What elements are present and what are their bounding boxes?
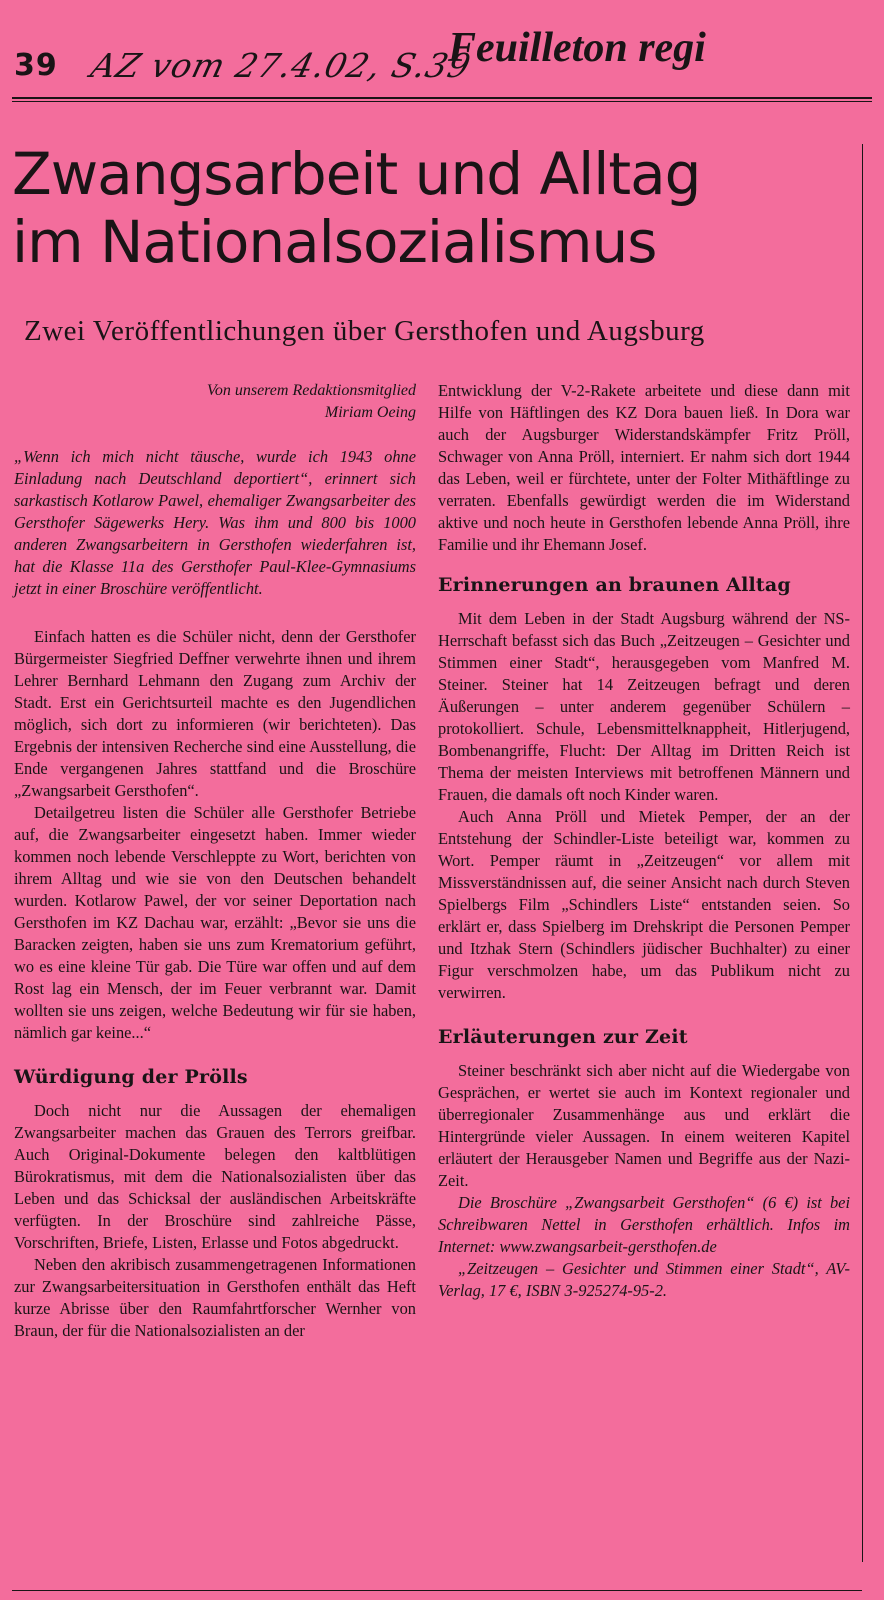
subheading: Erläuterungen zur Zeit bbox=[438, 1026, 688, 1048]
column-edge-rule bbox=[862, 144, 863, 1562]
header-rule bbox=[12, 97, 872, 99]
body-paragraph: Einfach hatten es die Schüler nicht, denn der Gersthofer Bürgermeister Siegfried Deffner verwehrte ihnen und ihrem Lehrer Bernhard Lehmann den Zugang zum Archiv der Stadt. Erst ein Gerichtsurteil machte es den Jugendlichen möglich, sich dort zu informieren (wir berichteten). Das Ergebnis der intensiven Recherche sind eine Ausstellung, die Ende vergangenen Jahres stattfand und die Broschüre „Zwangsarbeit Gersthofen“. bbox=[14, 627, 416, 800]
byline bbox=[14, 380, 416, 424]
body-paragraph: Entwicklung der V-2-Rakete arbeitete und diese dann mit Hilfe von Häftlingen des KZ Dora bauen ließ. In Dora war auch der Augsburger Widerstandskämpfer Fritz Pröll, Schwager von Anna Pröll, interniert. Er nahm sich dort 1944 das Leben, weil er fürchtete, unter der Folter Mithäftlinge zu verraten. Ebenfalls gewürdigt werden die im Widerstand aktive und noch heute in Gersthofen lebende Anna Pröll, ihre Familie und ihr Ehemann Josef. bbox=[438, 381, 850, 554]
article-column-right bbox=[438, 380, 850, 1302]
page-number: 39 bbox=[14, 48, 58, 83]
lead-paragraph: „Wenn ich mich nicht täusche, wurde ich 1943 ohne Einladung nach Deutschland deportiert“, erinnert sich sarkastisch Kotlarow Pawel, ehemaliger Zwangsarbeiter des Gersthofer Sägewerks Hery. Was ihm und 800 bis 1000 anderen Zwangsarbeitern in Gersthofen wiederfahren ist, hat die Klasse 11a des Gersthofer Paul-Klee-Gymnasiums jetzt in einer Broschüre veröffentlicht. bbox=[14, 447, 416, 598]
headline-line-2: im Nationalsozialismus bbox=[12, 208, 657, 276]
article-column-left bbox=[14, 380, 416, 1342]
body-paragraph: Auch Anna Pröll und Mietek Pemper, der an der Entstehung der Schindler-Liste beteiligt war, kommen zu Wort. Pemper räumt in „Zeitzeugen“ vor allem mit Missverständnissen auf, die seiner Ansicht nach durch Steven Spielbergs Film „Schindlers Liste“ entstanden seien. So erklärt er, dass Spielberg im Drehskript die Personen Pemper und Itzhak Stern (Schindlers jüdischer Buchhalter) zu einer Figur verschmolzen habe, um das Publikum nicht zu verwirren. bbox=[438, 807, 850, 1002]
headline bbox=[12, 140, 842, 276]
subheading: Würdigung der Prölls bbox=[14, 1066, 248, 1088]
byline-author: Miriam Oeing bbox=[324, 404, 416, 421]
body-paragraph: Mit dem Leben in der Stadt Augsburg während der NS-Herrschaft befasst sich das Buch „Zeitzeugen – Gesichter und Stimmen einer Stadt“, herausgegeben vom Manfred M. Steiner. Steiner hat 14 Zeitzeugen befragt und deren Äußerungen – unter anderem gegenüber Schülern – protokolliert. Schule, Lebensmittelknappheit, Hitlerjugend, Bombenangriffe, Flucht: Der Alltag im Dritten Reich ist Thema der meisten Interviews mit betroffenen Männern und Frauen, die damals oft noch Kinder waren. bbox=[438, 609, 850, 804]
subheadline: Zwei Veröffentlichungen über Gersthofen und Augsburg bbox=[24, 315, 705, 347]
handwritten-source-note: AZ vom 27.4.02, S.39 bbox=[87, 46, 476, 85]
body-paragraph: Neben den akribisch zusammengetragenen Informationen zur Zwangsarbeitersituation in Gersthofen enthält das Heft kurze Abrisse über den Raumfahrtforscher Wernher von Braun, der für die Nationalsozialisten an der bbox=[14, 1255, 416, 1340]
subheading: Erinnerungen an braunen Alltag bbox=[438, 574, 791, 596]
page-header bbox=[0, 0, 884, 110]
book-reference: „Zeitzeugen – Gesichter und Stimmen einer Stadt“, AV-Verlag, 17 €, ISBN 3-925274-95-2. bbox=[438, 1259, 850, 1300]
body-paragraph: Steiner beschränkt sich aber nicht auf die Wiedergabe von Gesprächen, er wertet sie auch im Kontext regionaler und überregionaler Zusammenhänge aus und erklärt die Hintergründe vieler Aussagen. In einem weiteren Kapitel erläutert der Herausgeber Namen und Begriffe aus der Nazi-Zeit. bbox=[438, 1061, 850, 1190]
headline-line-1: Zwangsarbeit und Alltag bbox=[12, 140, 701, 208]
info-note: Die Broschüre „Zwangsarbeit Gersthofen“ (6 €) ist bei Schreibwaren Nettel in Gersthofen erhältlich. Infos im Internet: www.zwangsarbeit-gersthofen.de bbox=[438, 1193, 850, 1256]
footer-rule bbox=[12, 1590, 862, 1591]
header-rule-thin bbox=[12, 101, 872, 102]
body-paragraph: Detailgetreu listen die Schüler alle Gersthofer Betriebe auf, die Zwangsarbeiter eingesetzt haben. Immer wieder kommen noch lebende Verschleppte zu Wort, berichten von ihrem Alltag und wie sie von den Deutschen behandelt wurden. Kotlarow Pawel, der vor seiner Deportation nach Gersthofen im KZ Dachau war, erzählt: „Bevor sie uns die Baracken zeigten, haben sie uns zum Krematorium geführt, wo es eine kleine Tür gab. Die Türe war offen und auf dem Rost lag ein Mensch, der im Feuer verbrannt war. Damit wollten sie uns zeigen, welche Bedeutung wir für sie haben, nämlich gar keine...“ bbox=[14, 803, 416, 1042]
body-paragraph: Doch nicht nur die Aussagen der ehemaligen Zwangsarbeiter machen das Grauen des Terrors greifbar. Auch Original-Dokumente belegen den kaltblütigen Bürokratismus, mit dem die Nationalsozialisten über das Leben und das Schicksal der ausländischen Arbeitskräfte verfügten. In der Broschüre sind zahlreiche Pässe, Vorschriften, Briefe, Listen, Erlasse und Fotos abgedruckt. bbox=[14, 1101, 416, 1252]
section-title: Feuilleton regi bbox=[448, 25, 706, 71]
byline-line-1: Von unserem Redaktionsmitglied bbox=[206, 382, 416, 399]
